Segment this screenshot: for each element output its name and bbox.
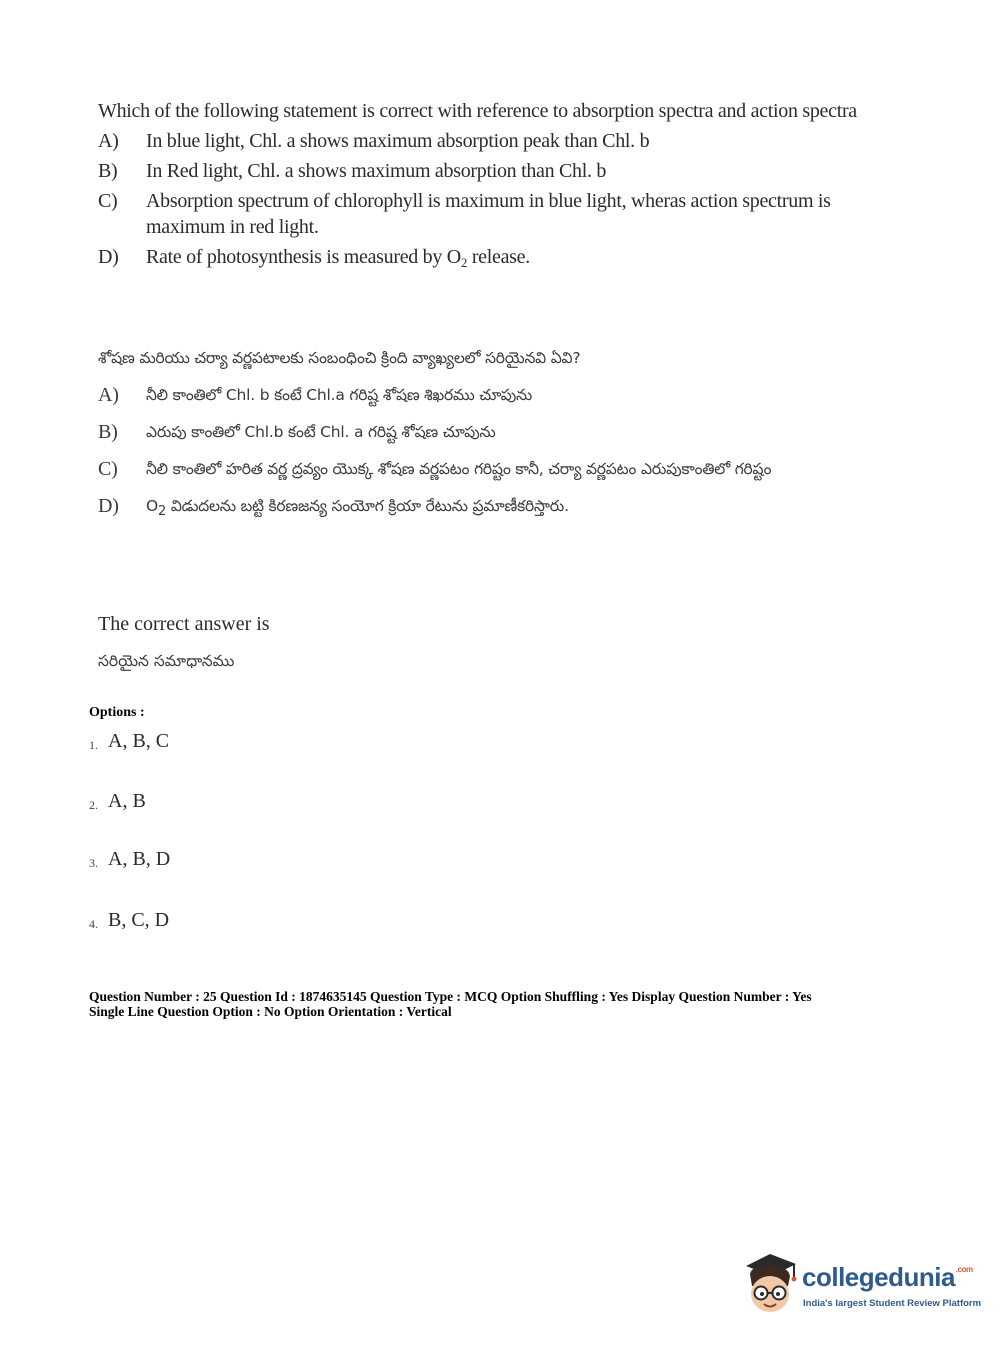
collegedunia-logo[interactable] [740, 1252, 982, 1322]
statement-b-telugu [98, 418, 878, 446]
choice-number: 3. [89, 856, 98, 870]
choice-number: 2. [89, 798, 98, 812]
statement-c-english [98, 188, 878, 240]
statement-text-post: విడుదలను బట్టి కిరణజన్య సంయోగ క్రియా రేటును ప్రమాణీకరిస్తారు. [166, 497, 569, 515]
statement-text: నీలి కాంతిలో హరిత వర్ణ ద్రవ్యం యొక్క శోషణ వర్ణపటం గరిష్టం కానీ, చర్యా వర్ణపటం ఎరుపుకాంతిలో గరిష్టం [146, 460, 772, 478]
choice-number: 1. [89, 738, 98, 752]
brand-name-text: collegedunia [802, 1262, 955, 1292]
statement-text-post: release. [467, 246, 530, 268]
statement-label: B) [98, 160, 118, 182]
statement-a-english [98, 128, 878, 154]
statement-label: D) [98, 495, 119, 517]
choice-number: 4. [89, 917, 98, 931]
choice-text: A, B, D [108, 848, 171, 870]
subscript: 2 [158, 504, 167, 519]
choice-text: B, C, D [108, 909, 170, 931]
question-stem-telugu: శోషణ మరియు చర్యా వర్ణపటాలకు సంబంధించి క్రింది వ్యాఖ్యలలో సరియైనవి ఏవి? [98, 349, 581, 367]
answer-choice-2[interactable] [89, 790, 146, 813]
metadata-line-2: Single Line Question Option : No Option Orientation : Vertical [89, 1004, 452, 1019]
question-metadata [89, 989, 812, 1019]
statement-a-telugu [98, 381, 878, 409]
statement-label: A) [98, 130, 119, 152]
answer-prompt-telugu: సరియైన సమాధానము [98, 652, 235, 670]
statement-text: ఎరుపు కాంతిలో Chl.b కంటే Chl. a గరిష్ట శోషణ చూపును [146, 423, 496, 441]
statement-label: D) [98, 246, 119, 268]
statement-c-telugu [98, 455, 878, 483]
choice-text: A, B [108, 790, 146, 812]
statement-text: నీలి కాంతిలో Chl. b కంటే Chl.a గరిష్ట శోషణ శిఖరము చూపును [146, 386, 533, 404]
question-english [98, 98, 878, 276]
choice-text: A, B, C [108, 730, 170, 752]
question-telugu [98, 344, 878, 526]
statement-text [146, 244, 878, 276]
answer-choice-4[interactable] [89, 909, 169, 932]
options-label: Options : [89, 705, 145, 720]
brand-name [802, 1262, 973, 1293]
brand-tagline: India's largest Student Review Platform [803, 1298, 982, 1309]
metadata-line-1: Question Number : 25 Question Id : 1874635145 Question Type : MCQ Option Shuffling : Yes Display Question Number : Yes [89, 989, 812, 1004]
statement-label: A) [98, 384, 119, 406]
statement-text: In blue light, Chl. a shows maximum absorption peak than Chl. b [146, 130, 650, 152]
answer-choice-3[interactable] [89, 848, 170, 871]
statement-text [146, 492, 878, 526]
statement-b-english [98, 158, 878, 184]
statement-text: Absorption spectrum of chlorophyll is maximum in blue light, wheras action spectrum is maximum in red light. [146, 190, 831, 238]
statement-text: In Red light, Chl. a shows maximum absorption than Chl. b [146, 160, 607, 182]
statement-text-pre: Rate of photosynthesis is measured by O [146, 246, 461, 268]
statement-label: C) [98, 190, 118, 212]
subscript: 2 [460, 255, 468, 270]
statement-d-telugu [98, 492, 878, 526]
question-stem-english: Which of the following statement is correct with reference to absorption spectra and action spectra [98, 100, 857, 122]
answer-prompt-english: The correct answer is [98, 613, 270, 635]
answer-choice-1[interactable] [89, 730, 169, 753]
statement-text-pre: O [146, 497, 159, 515]
statement-label: B) [98, 421, 118, 443]
statement-label: C) [98, 458, 118, 480]
brand-suffix: .com [955, 1265, 973, 1274]
mascot-icon [740, 1252, 802, 1316]
statement-d-english [98, 244, 878, 276]
